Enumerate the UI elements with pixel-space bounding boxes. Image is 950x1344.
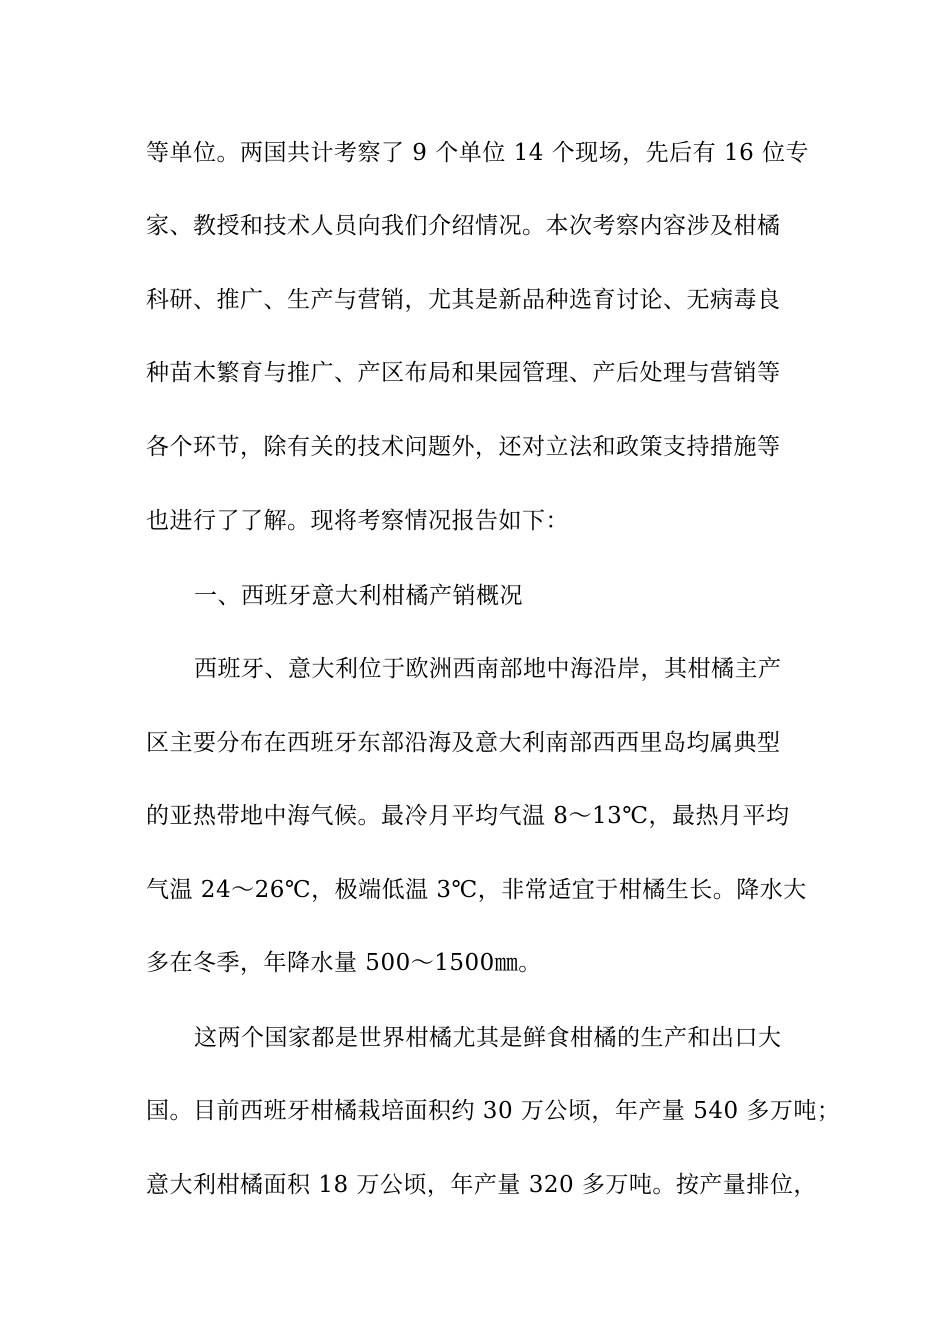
text-line: 这两个国家都是世界柑橘尤其是鲜食柑橘的生产和出口大	[194, 1025, 782, 1051]
text-line: 家、教授和技术人员向我们介绍情况。本次考察内容涉及柑橘	[146, 213, 781, 239]
text-line: 气温 24～26℃，极端低温 3℃，非常适宜于柑橘生长。降水大	[146, 877, 807, 903]
text-line: 科研、推广、生产与营销，尤其是新品种选育讨论、无病毒良	[146, 287, 781, 313]
text-line: 的亚热带地中海气候。最冷月平均气温 8～13℃，最热月平均	[146, 803, 790, 829]
text-line: 国。目前西班牙柑橘栽培面积约 30 万公顷，年产量 540 多万吨；	[146, 1098, 841, 1124]
section-heading: 一、西班牙意大利柑橘产销概况	[194, 583, 523, 609]
text-line: 区主要分布在西班牙东部沿海及意大利南部西西里岛均属典型	[146, 730, 781, 756]
text-line: 也进行了了解。现将考察情况报告如下：	[146, 508, 569, 534]
text-line: 等单位。两国共计考察了 9 个单位 14 个现场，先后有 16 位专	[146, 140, 810, 166]
text-line: 种苗木繁育与推广、产区布局和果园管理、产后处理与营销等	[146, 360, 781, 386]
text-line: 西班牙、意大利位于欧洲西南部地中海沿岸，其柑橘主产	[194, 656, 782, 682]
text-line: 各个环节，除有关的技术问题外，还对立法和政策支持措施等	[146, 434, 781, 460]
text-line: 意大利柑橘面积 18 万公顷，年产量 320 多万吨。按产量排位，	[146, 1172, 817, 1198]
text-line: 多在冬季，年降水量 500～1500㎜。	[146, 950, 542, 976]
